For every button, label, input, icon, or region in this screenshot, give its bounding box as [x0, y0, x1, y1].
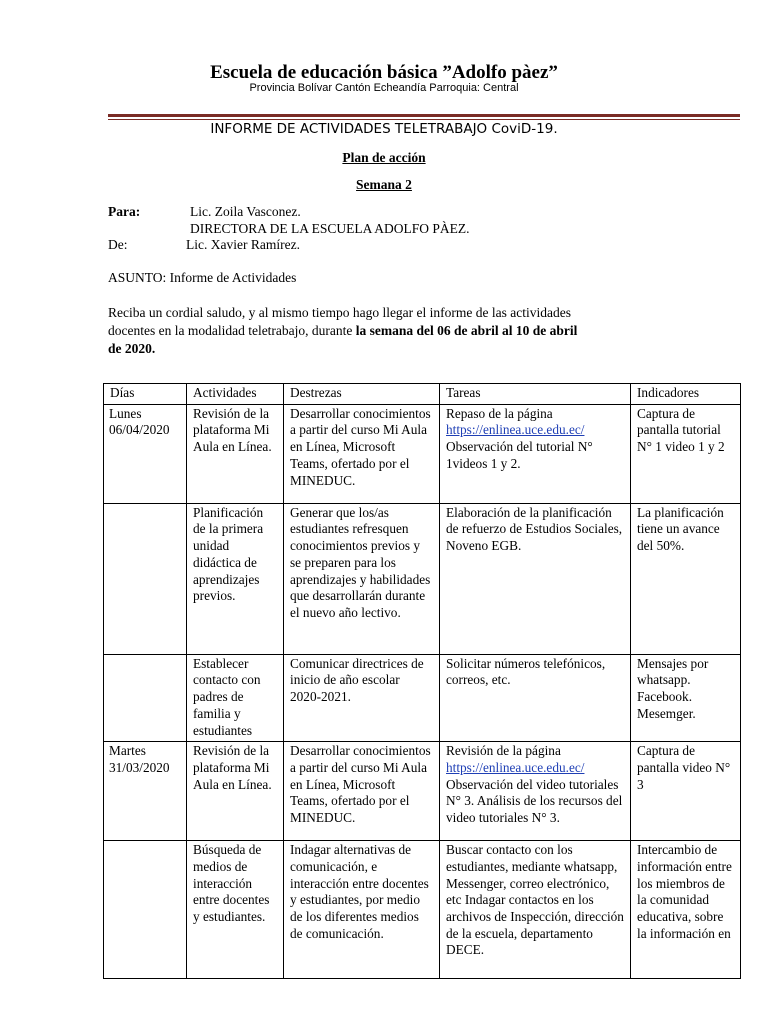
header-actividades: Actividades — [187, 384, 284, 405]
table-row — [104, 841, 741, 979]
enlinea-link[interactable]: https://enlinea.uce.edu.ec/ — [446, 759, 585, 775]
cell-indicador: Intercambio de información entre los miembros de la comunidad educativa, sobre la información en — [631, 841, 741, 979]
body-week-range: la semana del 06 de abril al 10 de abril — [355, 323, 578, 338]
cell-destreza: Comunicar directrices de inicio de año escolar 2020-2021. — [284, 654, 440, 742]
de-label: De: — [108, 237, 128, 252]
cell-dia — [104, 503, 187, 654]
cell-indicador: Mensajes por whatsapp. Facebook. Mesemger. — [631, 654, 741, 742]
cell-tarea: Buscar contacto con los estudiantes, mediante whatsapp, Messenger, correo electrónico, etc Indagar contactos en los archivos de Inspección, dirección de la escuela, departamento DECE. — [440, 841, 631, 979]
cell-actividad: Establecer contacto con padres de familia y estudiantes — [187, 654, 284, 742]
cell-tarea — [440, 404, 631, 503]
cell-destreza: Indagar alternativas de comunicación, e interacción entre docentes y estudiantes, por medio de los diferentes medios de comunicación. — [284, 841, 440, 979]
body-line-2-text: docentes en la modalidad teletrabajo, durante — [108, 323, 356, 338]
de-name: Lic. Xavier Ramírez. — [186, 237, 300, 252]
header-destrezas: Destrezas — [284, 384, 440, 405]
header-indicadores: Indicadores — [631, 384, 741, 405]
para-role: DIRECTORA DE LA ESCUELA ADOLFO PÀEZ. — [190, 221, 470, 236]
cell-destreza: Desarrollar conocimientos a partir del curso Mi Aula en Línea, Microsoft Teams, ofertado por el MINEDUC. — [284, 742, 440, 841]
cell-tarea — [440, 742, 631, 841]
table-row — [104, 654, 741, 742]
tarea-text: Revisión de la página — [446, 743, 561, 759]
table-row — [104, 404, 741, 503]
asunto: ASUNTO: Informe de Actividades — [108, 270, 297, 285]
header-rule-thick — [108, 114, 740, 117]
week-heading: Semana 2 — [356, 177, 412, 192]
cell-indicador: La planificación tiene un avance del 50%. — [631, 503, 741, 654]
cell-indicador: Captura de pantalla video N° 3 — [631, 742, 741, 841]
cell-actividad: Revisión de la plataforma Mi Aula en Línea. — [187, 404, 284, 503]
table-header-row — [104, 384, 741, 405]
body-line-2 — [108, 322, 668, 340]
report-title: INFORME DE ACTIVIDADES TELETRABAJO CoviD-19. — [210, 121, 558, 137]
header-dias: Días — [104, 384, 187, 405]
header-rule-thin — [108, 119, 740, 120]
school-title: Escuela de educación básica ”Adolfo pàez” — [210, 62, 558, 83]
cell-dia: Lunes 06/04/2020 — [104, 404, 187, 503]
cell-indicador: Captura de pantalla tutorial N° 1 video 1 y 2 — [631, 404, 741, 503]
school-location: Provincia Bolívar Cantón Echeandía Parroquia: Central — [249, 82, 519, 94]
cell-actividad: Planificación de la primera unidad didáctica de aprendizajes previos. — [187, 503, 284, 654]
tarea-text: Repaso de la página — [446, 405, 553, 421]
enlinea-link[interactable]: https://enlinea.uce.edu.ec/ — [446, 422, 585, 438]
cell-destreza: Desarrollar conocimientos a partir del curso Mi Aula en Línea, Microsoft Teams, ofertado por el MINEDUC. — [284, 404, 440, 503]
cell-dia: Martes 31/03/2020 — [104, 742, 187, 841]
body-line-1: Reciba un cordial saludo, y al mismo tiempo hago llegar el informe de las actividades — [108, 305, 571, 320]
body-line-3: de 2020. — [108, 341, 156, 356]
para-name: Lic. Zoila Vasconez. — [190, 204, 301, 219]
cell-dia — [104, 841, 187, 979]
table-row — [104, 503, 741, 654]
activities-table — [103, 383, 741, 979]
cell-actividad: Revisión de la plataforma Mi Aula en Línea. — [187, 742, 284, 841]
cell-actividad: Búsqueda de medios de interacción entre docentes y estudiantes. — [187, 841, 284, 979]
cell-dia — [104, 654, 187, 742]
cell-tarea: Elaboración de la planificación de refuerzo de Estudios Sociales, Noveno EGB. — [440, 503, 631, 654]
header-tareas: Tareas — [440, 384, 631, 405]
plan-heading: Plan de acción — [342, 150, 426, 165]
tarea-detail: Observación del video tutoriales N° 3. Análisis de los recursos del video tutoriales N° 3. — [446, 776, 623, 826]
tarea-detail: Observación del tutorial N° 1videos 1 y 2. — [446, 439, 593, 471]
cell-tarea: Solicitar números telefónicos, correos, etc. — [440, 654, 631, 742]
para-label: Para: — [108, 204, 141, 219]
body-paragraph — [108, 304, 668, 358]
cell-destreza: Generar que los/as estudiantes refresquen conocimientos previos y se preparen para los aprendizajes y habilidades que desarrollarán durante el nuevo año lectivo. — [284, 503, 440, 654]
table-row — [104, 742, 741, 841]
